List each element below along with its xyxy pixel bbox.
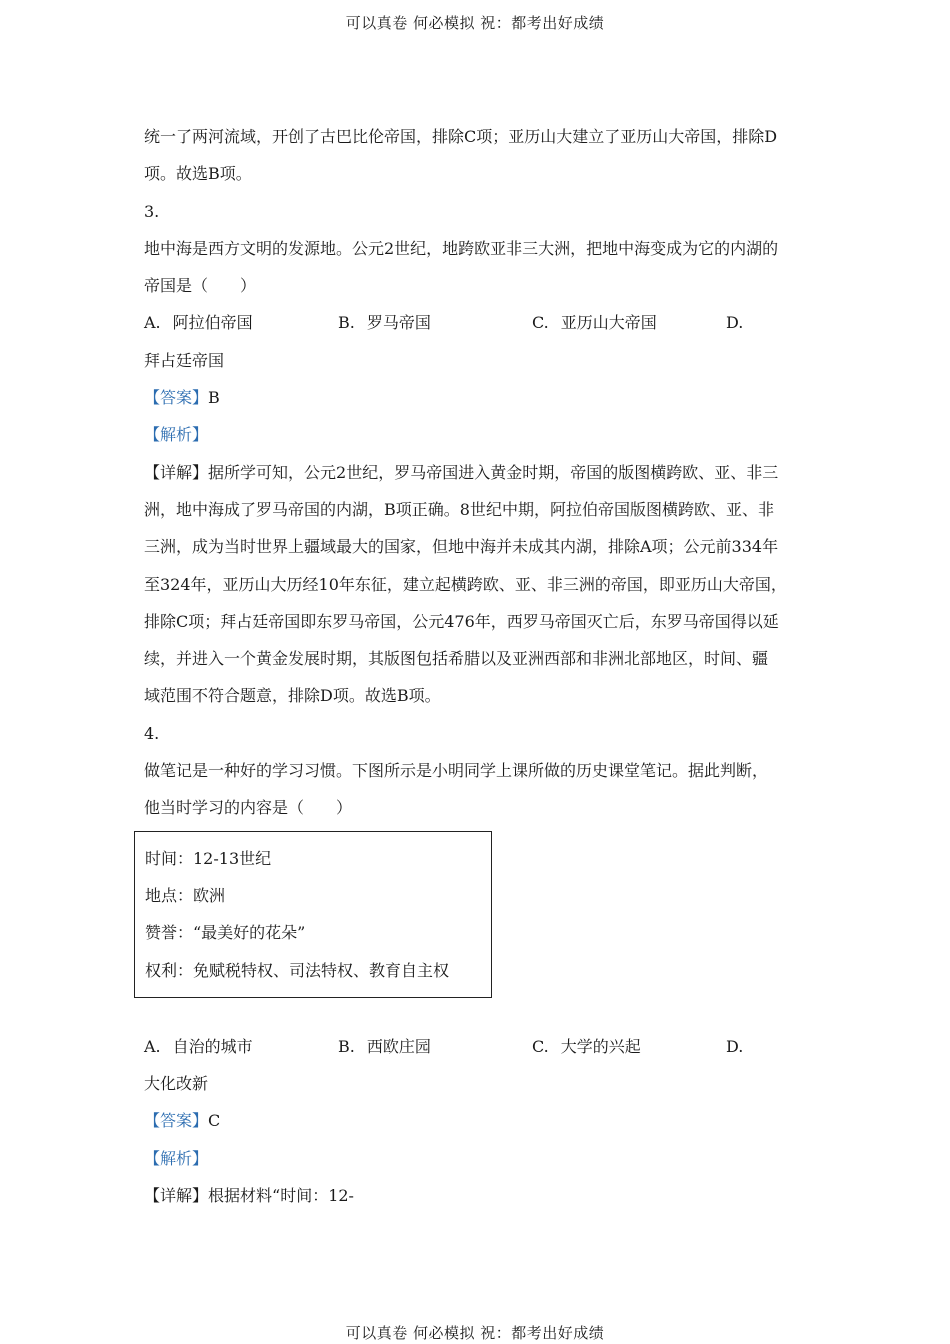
detail-tag: 【详解】 (144, 462, 209, 482)
question-4-options (144, 1028, 814, 1065)
question-3-number: 3. (144, 201, 160, 221)
analysis-tag: 【解析】 (144, 425, 209, 445)
prev-text-line-2: 项。故选B项。 (144, 164, 252, 184)
question-4-answer (144, 1102, 814, 1139)
question-4-option-c (532, 1028, 726, 1065)
question-3-option-b (338, 304, 532, 341)
option-label: A. (144, 1036, 161, 1056)
prev-text-line-1: 统一了两河流域，开创了古巴比伦帝国，排除C项；亚历山大建立了亚历山大帝国，排除D (144, 127, 778, 146)
question-4-analysis (144, 1140, 814, 1177)
question-3-answer (144, 379, 814, 416)
note-place: 地点：欧洲 (145, 885, 226, 905)
analysis-tag: 【解析】 (144, 1148, 209, 1168)
page-header: 可以真卷 何必模拟 祝：都考出好成绩 (345, 14, 605, 32)
question-3-detail-line-1 (144, 454, 814, 491)
option-label: C. (532, 313, 549, 333)
question-3-options (144, 304, 814, 341)
option-label: D. (726, 1036, 744, 1056)
option-label: D. (726, 313, 744, 333)
question-3-detail-line-5: 排除C项；拜占廷帝国即东罗马帝国，公元476年，西罗马帝国灭亡后，东罗马帝国得以延 (144, 611, 779, 631)
question-3-detail-line-7: 域范围不符合题意，排除D项。故选B项。 (144, 686, 441, 706)
option-label: B. (338, 313, 355, 333)
question-3-stem-line-1: 地中海是西方文明的发源地。公元2世纪，地跨欧亚非三大洲，把地中海变成为它的内湖的 (144, 238, 779, 258)
question-3-option-c (532, 304, 726, 341)
question-3-detail-line-6: 续，并进入一个黄金发展时期，其版图包括希腊以及亚洲西部和非洲北部地区，时间、疆 (144, 649, 769, 669)
detail-tag: 【详解】 (144, 1186, 209, 1206)
document-body (144, 118, 814, 1214)
note-rights: 权利：免赋税特权、司法特权、教育自主权 (145, 960, 450, 980)
question-4-stem-line-1: 做笔记是一种好的学习习惯。下图所示是小明同学上课所做的历史课堂笔记。据此判断， (144, 761, 769, 781)
question-4-option-b (338, 1028, 532, 1065)
question-4-option-a (144, 1028, 338, 1065)
question-3-option-d (726, 304, 806, 341)
option-text: 自治的城市 (172, 1036, 253, 1056)
option-text: 罗马帝国 (366, 313, 431, 333)
question-4-option-d (726, 1028, 806, 1065)
answer-tag: 【答案】 (144, 388, 209, 408)
note-time: 时间：12-13世纪 (145, 848, 272, 868)
detail-text: 据所学可知，公元2世纪，罗马帝国进入黄金时期，帝国的版图横跨欧、亚、非三 (208, 462, 779, 482)
question-4-option-d-text: 大化改新 (144, 1074, 209, 1094)
answer-value: B (208, 388, 220, 408)
question-3-option-d-text: 拜占廷帝国 (144, 350, 225, 370)
question-3-analysis (144, 416, 814, 453)
question-3-option-a (144, 304, 338, 341)
class-note-box (134, 831, 492, 998)
option-text: 阿拉伯帝国 (172, 313, 253, 333)
question-3-stem-line-2: 帝国是（ ） (144, 276, 257, 296)
question-3-detail-line-3: 三洲，成为当时世界上疆域最大的国家，但地中海并未成其内湖，排除A项；公元前334年 (144, 537, 779, 557)
answer-value: C (208, 1111, 221, 1131)
option-label: B. (338, 1036, 355, 1056)
question-3-detail-line-2: 洲，地中海成了罗马帝国的内湖，B项正确。8世纪中期，阿拉伯帝国版图横跨欧、亚、非 (144, 499, 774, 519)
option-text: 西欧庄园 (366, 1036, 431, 1056)
question-4-stem-line-2: 他当时学习的内容是（ ） (144, 798, 353, 818)
option-text: 大学的兴起 (560, 1036, 641, 1056)
page-footer: 可以真卷 何必模拟 祝：都考出好成绩 (345, 1324, 605, 1342)
answer-tag: 【答案】 (144, 1111, 209, 1131)
option-label: C. (532, 1036, 549, 1056)
note-praise: 赞誉：“最美好的花朵” (145, 923, 306, 943)
question-4-detail-line-1 (144, 1177, 814, 1214)
option-text: 亚历山大帝国 (560, 313, 657, 333)
option-label: A. (144, 313, 161, 333)
question-4-number: 4. (144, 723, 160, 743)
detail-text: 根据材料“时间：12- (208, 1186, 354, 1206)
question-3-detail-line-4: 至324年，亚历山大历经10年东征，建立起横跨欧、亚、非三洲的帝国，即亚历山大帝国， (144, 574, 787, 594)
